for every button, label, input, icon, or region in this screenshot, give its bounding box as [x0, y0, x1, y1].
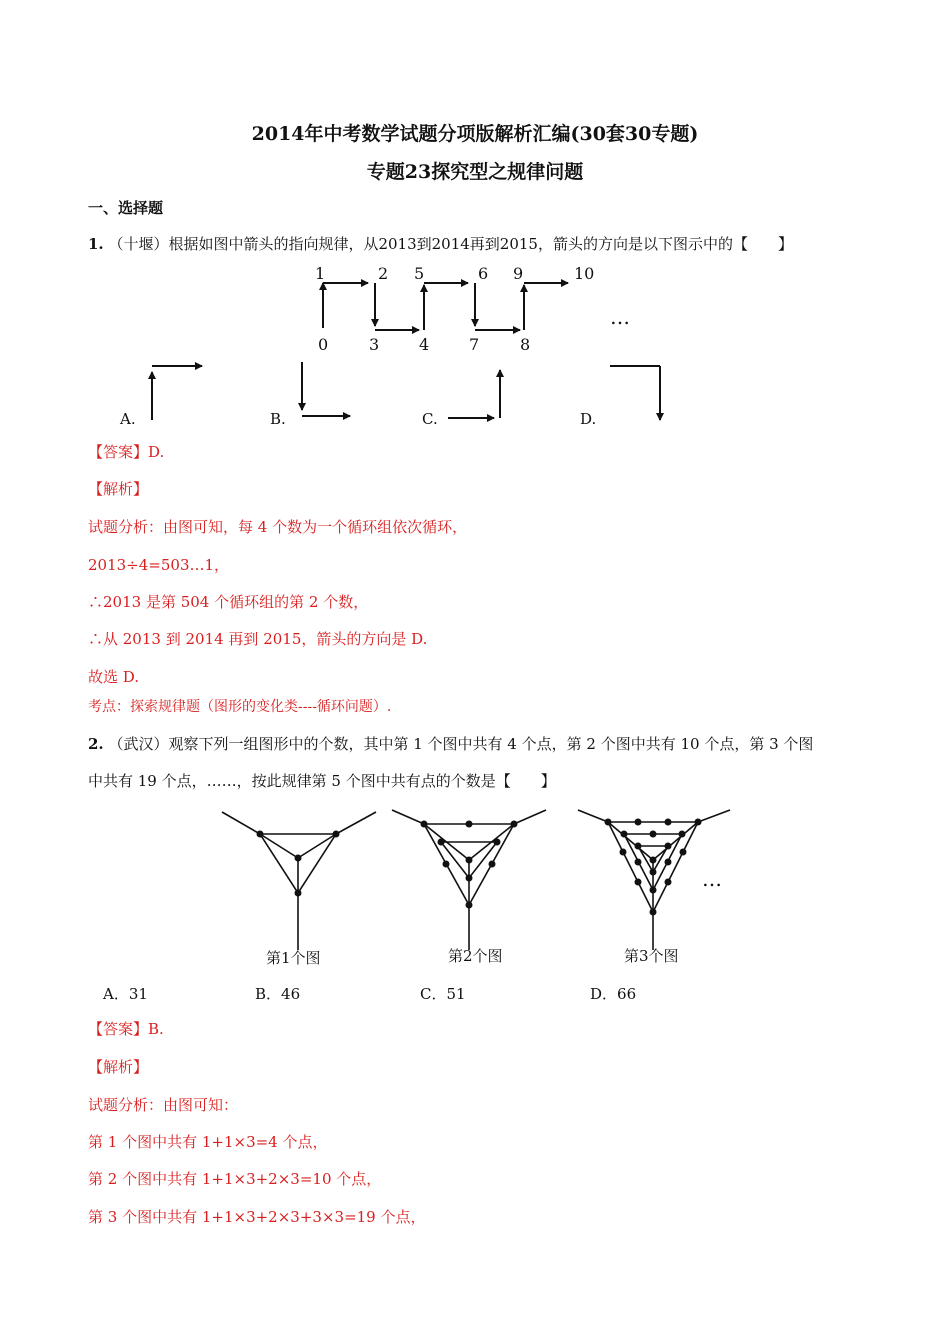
seq-num: 10 [574, 264, 595, 283]
q2-caption-1: 第1个图 [266, 949, 321, 967]
q2-analysis-line: 第 2 个图中共有 1+1×3+2×3=10 个点， [88, 1170, 382, 1188]
q2-stem-line2: 中共有 19 个点，……，按此规律第 5 个图中共有点的个数是【 】 [88, 772, 556, 790]
q1-answer: 【答案】D. [88, 443, 165, 461]
q2-option-c: C．51 [420, 985, 466, 1003]
q2-option-a: A．31 [103, 985, 148, 1003]
seq-num: 1 [315, 264, 326, 283]
seq-num: 7 [469, 335, 480, 354]
q1-kaodian: 考点：探索规律题（图形的变化类----循环问题）. [88, 699, 392, 715]
q2-option-d: D．66 [590, 985, 637, 1003]
q1-number: 1. [88, 235, 104, 253]
q2-figure-1 [222, 812, 376, 950]
seq-num: 5 [414, 264, 425, 283]
option-b-label: B. [270, 410, 286, 428]
section-heading: 一、选择题 [88, 199, 164, 217]
q2-analysis-line: 第 3 个图中共有 1+1×3+2×3+3×3=19 个点， [88, 1208, 426, 1226]
q2-option-b: B．46 [255, 985, 301, 1003]
q1-analysis-line: 故选 D. [88, 668, 140, 686]
q1-analysis-label: 【解析】 [88, 480, 149, 498]
seq-num: 8 [520, 335, 531, 354]
seq-num: 2 [378, 264, 389, 283]
q1-analysis-line: 2013÷4=503…1， [88, 556, 230, 574]
seq-num: 9 [513, 264, 524, 283]
page-title: 2014年中考数学试题分项版解析汇编(30套30专题) [251, 123, 699, 145]
seq-num: 0 [318, 335, 329, 354]
option-d-label: D. [580, 410, 597, 428]
seq-num: 4 [419, 335, 430, 354]
q1-text: （十堰）根据如图中箭头的指向规律，从2013到2014再到2015，箭头的方向是以下图示中的【 】 [108, 235, 793, 253]
q1-analysis-line: ∴从 2013 到 2014 再到 2015，箭头的方向是 D. [88, 630, 428, 648]
q2-answer: 【答案】B. [88, 1020, 164, 1038]
q2-number: 2. [88, 735, 104, 753]
q2-analysis-line: 试题分析：由图可知： [88, 1096, 239, 1114]
q2-analysis-line: 第 1 个图中共有 1+1×3=4 个点， [88, 1133, 328, 1151]
q1-analysis-line: 试题分析：由图可知，每 4 个数为一个循环组依次循环， [88, 518, 468, 536]
seq-num: 6 [478, 264, 489, 283]
q2-analysis-label: 【解析】 [88, 1058, 149, 1076]
seq-num: 3 [369, 335, 380, 354]
q2-caption-2: 第2个图 [448, 947, 503, 965]
option-c-label: C. [422, 410, 438, 428]
q2-text: （武汉）观察下列一组图形中的个数，其中第 1 个图中共有 4 个点，第 2 个图中共有 10 个点，第 3 个图 [108, 735, 814, 753]
option-a-label: A. [120, 410, 136, 428]
q1-analysis-line: ∴2013 是第 504 个循环组的第 2 个数， [88, 593, 369, 611]
q2-ellipsis: … [702, 867, 722, 891]
page-subtitle: 专题23探究型之规律问题 [366, 161, 584, 183]
q2-caption-3: 第3个图 [624, 947, 679, 965]
seq-ellipsis: … [610, 305, 630, 329]
